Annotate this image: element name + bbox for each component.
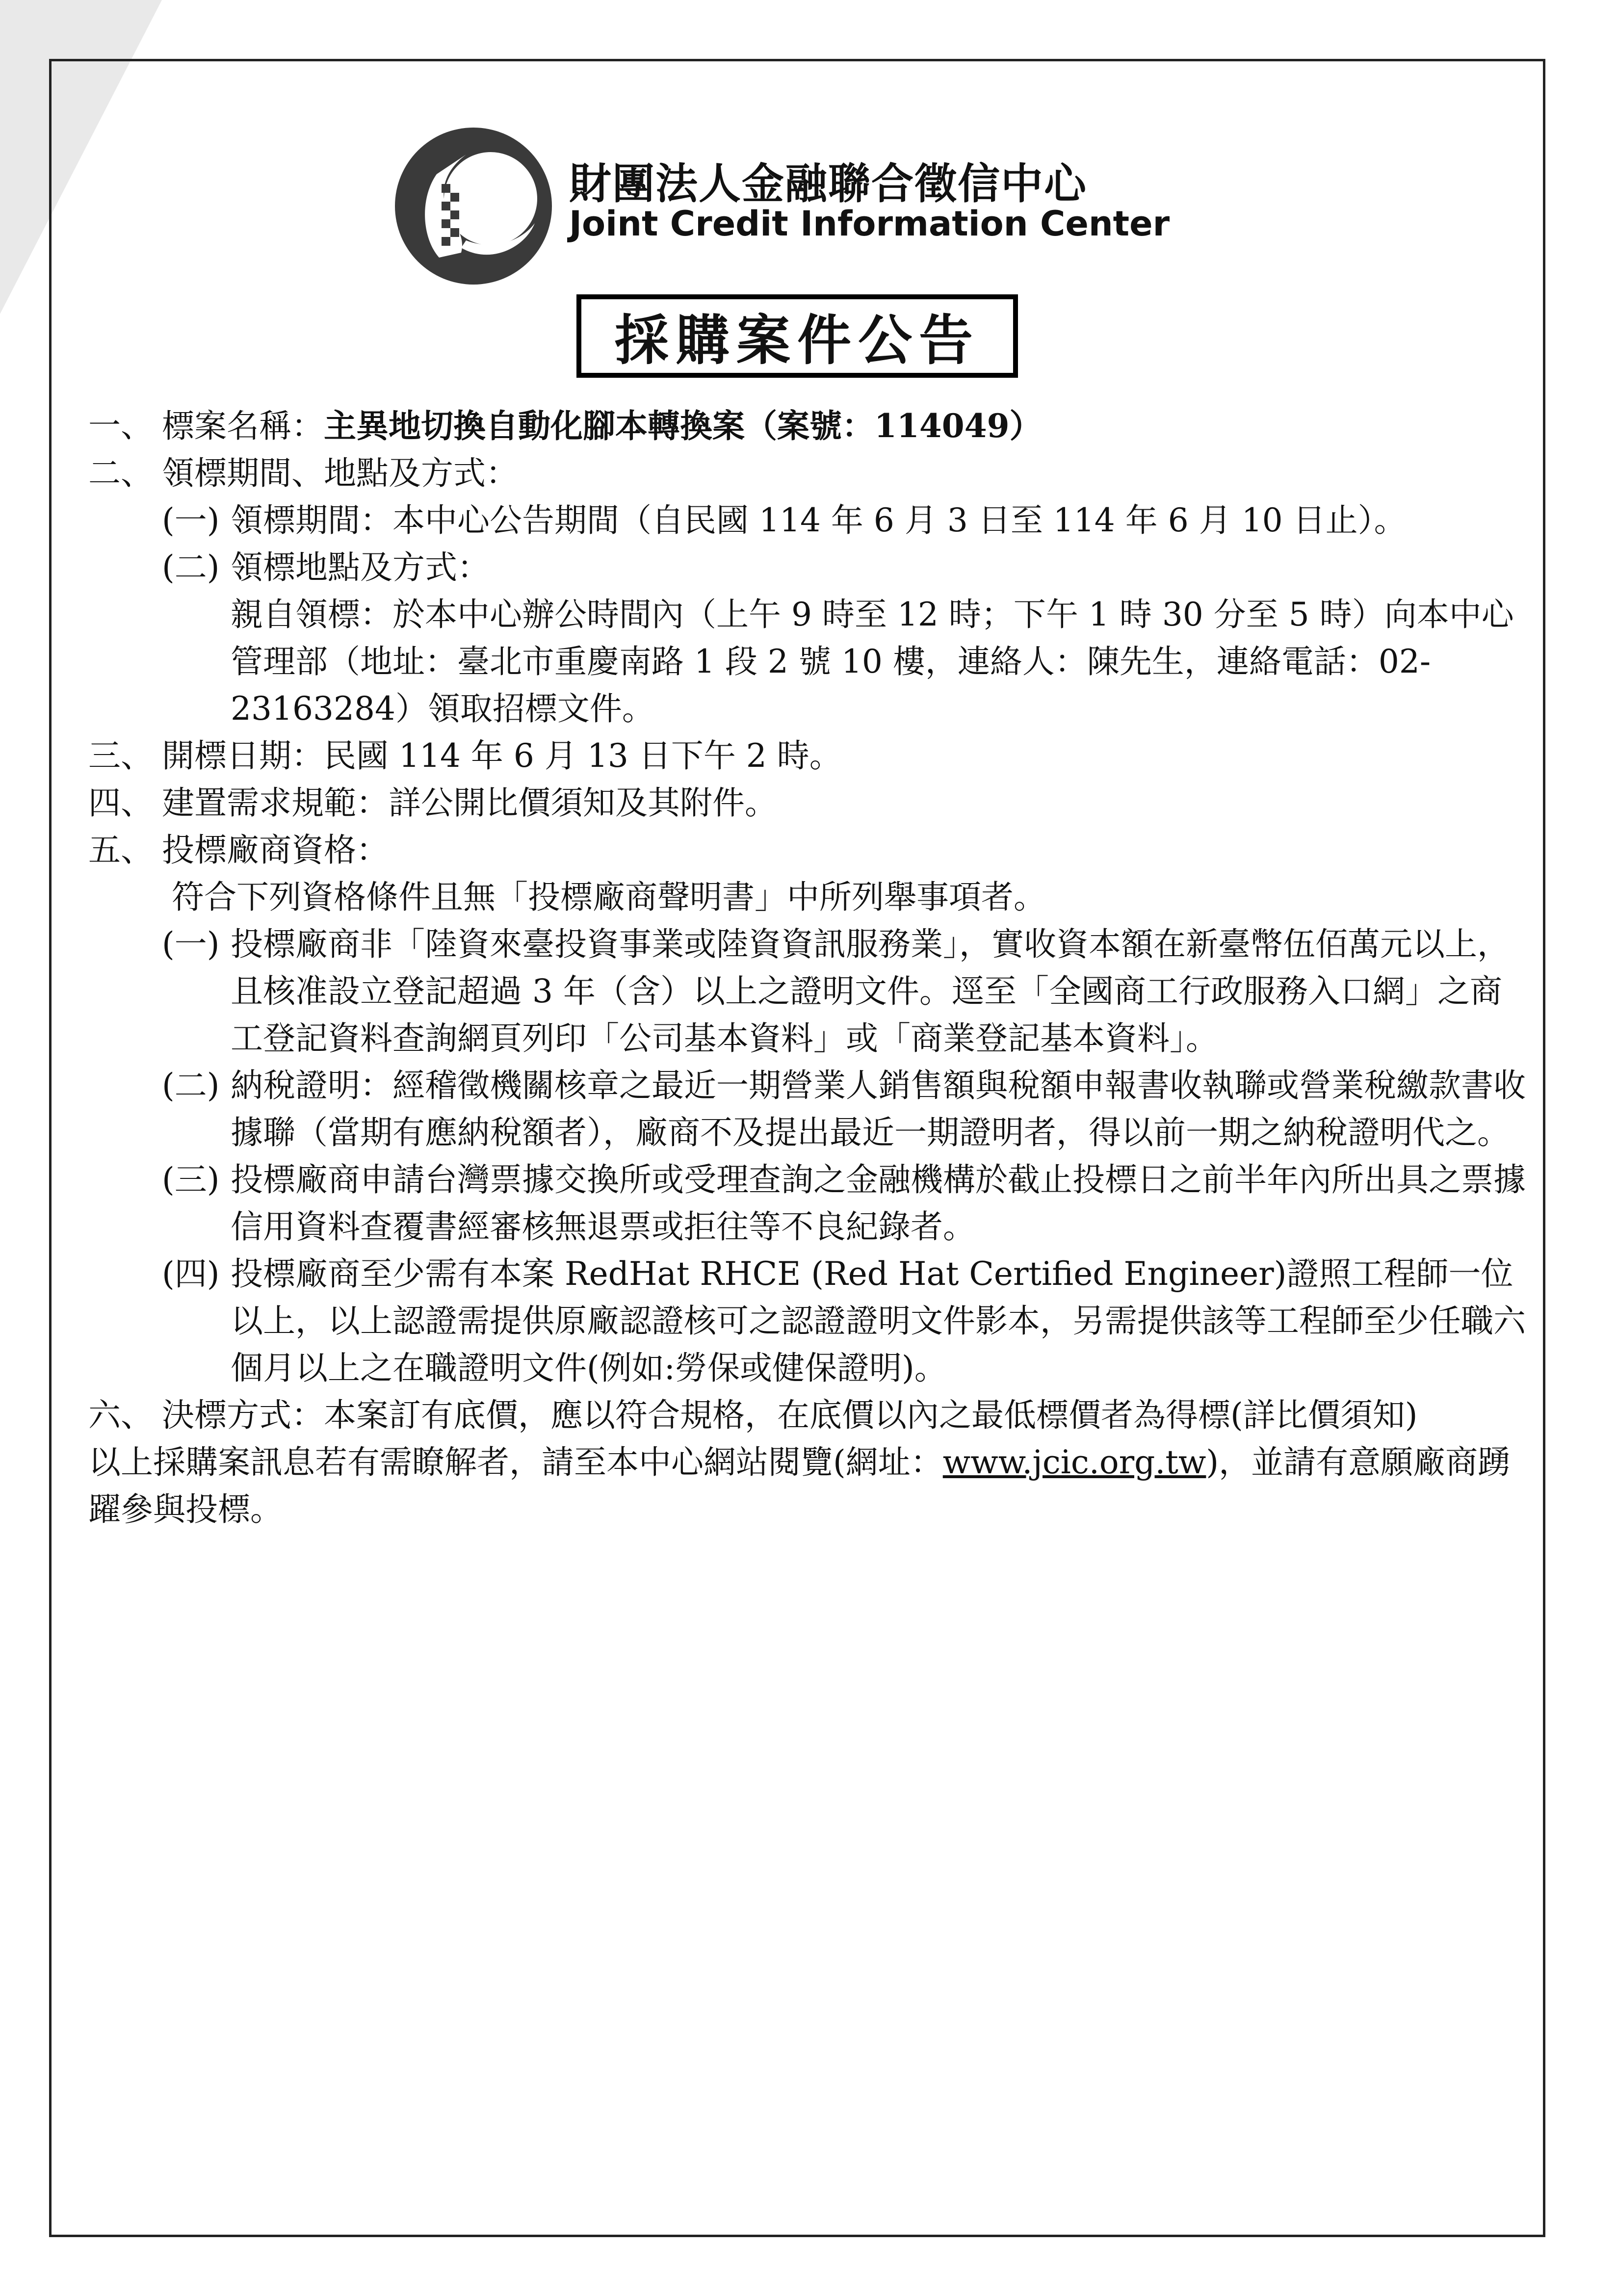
- section-number: 四、: [88, 784, 153, 822]
- section-text: 投標廠商資格：: [162, 831, 389, 869]
- tender-name: 主異地切換自動化腳本轉換案（案號：114049）: [324, 407, 1042, 445]
- section-text: 領標期間、地點及方式：: [162, 454, 518, 492]
- sub-text: 納稅證明：經稽徵機關核章之最近一期營業人銷售額與稅額申報書收執聯或營業稅繳款書收據聯（當期有應納稅額者），廠商不及提出最近一期證明者，得以前一期之納稅證明代之。: [231, 1067, 1526, 1151]
- section-5-sub-2: [88, 1062, 1531, 1156]
- announcement-body: [88, 402, 1531, 1533]
- jcic-logo-icon: [392, 125, 554, 287]
- section-text: 開標日期：民國 114 年 6 月 13 日下午 2 時。: [162, 737, 842, 775]
- section-text: 決標方式：本案訂有底價，應以符合規格，在底價以內之最低標價者為得標(詳比價須知): [162, 1396, 1418, 1434]
- section-5-sub-1: [88, 921, 1531, 1062]
- closing-paragraph: [88, 1439, 1531, 1533]
- section-5: [88, 827, 1531, 874]
- closing-after: )，並請有意願廠商踴躍參與投標。: [88, 1443, 1511, 1528]
- section-number: 二、: [88, 454, 153, 492]
- section-number: 一、: [88, 407, 153, 444]
- page-title: 採購案件公告: [576, 294, 1018, 378]
- sub-text: 投標廠商至少需有本案 RedHat RHCE (Red Hat Certified Engineer)證照工程師一位以上，以上認證需提供原廠認證核可之認證證明文件影本，另需提供該等工程師至少任職六個月以上之在職證明文件(例如:勞保或健保證明)。: [231, 1255, 1526, 1387]
- pickup-detail: 親自領標：於本中心辦公時間內（上午 9 時至 12 時；下午 1 時 30 分至 5 時）向本中心管理部（地址：臺北市重慶南路 1 段 2 號 10 樓，連絡人：陳先生，連絡電話：02-23163284）領取招標文件。: [231, 596, 1514, 728]
- section-2: [88, 450, 1531, 497]
- section-4: [88, 780, 1531, 827]
- org-name-en: Joint Credit Information Center: [569, 204, 1170, 244]
- sub-text: 領標地點及方式：: [231, 548, 490, 586]
- section-number: 五、: [88, 831, 153, 869]
- section-5-sub-4: [88, 1251, 1531, 1392]
- sub-number: (三): [162, 1161, 220, 1199]
- sub-number: (四): [162, 1255, 220, 1293]
- sub-text: 投標廠商非「陸資來臺投資事業或陸資資訊服務業」，實收資本額在新臺幣伍佰萬元以上，且核准設立登記超過 3 年（含）以上之證明文件。逕至「全國商工行政服務入口網」之商工登記資料查詢網頁列印「公司基本資料」或「商業登記基本資料」。: [231, 925, 1510, 1057]
- org-name-zh: 財團法人金融聯合徵信中心: [569, 159, 1087, 209]
- sub-number: (一): [162, 501, 220, 539]
- sub-number: (一): [162, 925, 220, 963]
- section-2-sub-2: [88, 544, 1531, 591]
- section-number: 三、: [88, 737, 153, 775]
- sub-text: 投標廠商申請台灣票據交換所或受理查詢之金融機構於截止投標日之前半年內所出具之票據信用資料查覆書經審核無退票或拒往等不良紀錄者。: [231, 1161, 1526, 1246]
- section-text: 建置需求規範：詳公開比價須知及其附件。: [162, 784, 777, 822]
- section-number: 六、: [88, 1396, 153, 1434]
- qualification-intro: 符合下列資格條件且無「投標廠商聲明書」中所列舉事項者。: [172, 878, 1046, 916]
- website-link[interactable]: www.jcic.org.tw: [942, 1443, 1206, 1481]
- closing-before: 以上採購案訊息若有需瞭解者，請至本中心網站閱覽(網址：: [88, 1443, 943, 1481]
- section-3: [88, 732, 1531, 780]
- section-6: [88, 1392, 1531, 1439]
- section-5-sub-3: [88, 1156, 1531, 1251]
- sub-number: (二): [162, 548, 220, 586]
- section-2-sub-1: [88, 497, 1531, 544]
- section-1: [88, 402, 1531, 450]
- section-label: 標案名稱：: [162, 407, 324, 445]
- letterhead: [392, 125, 1177, 287]
- sub-text: 領標期間：本中心公告期間（自民國 114 年 6 月 3 日至 114 年 6 月 10 日止）。: [231, 501, 1407, 539]
- sub-number: (二): [162, 1067, 220, 1104]
